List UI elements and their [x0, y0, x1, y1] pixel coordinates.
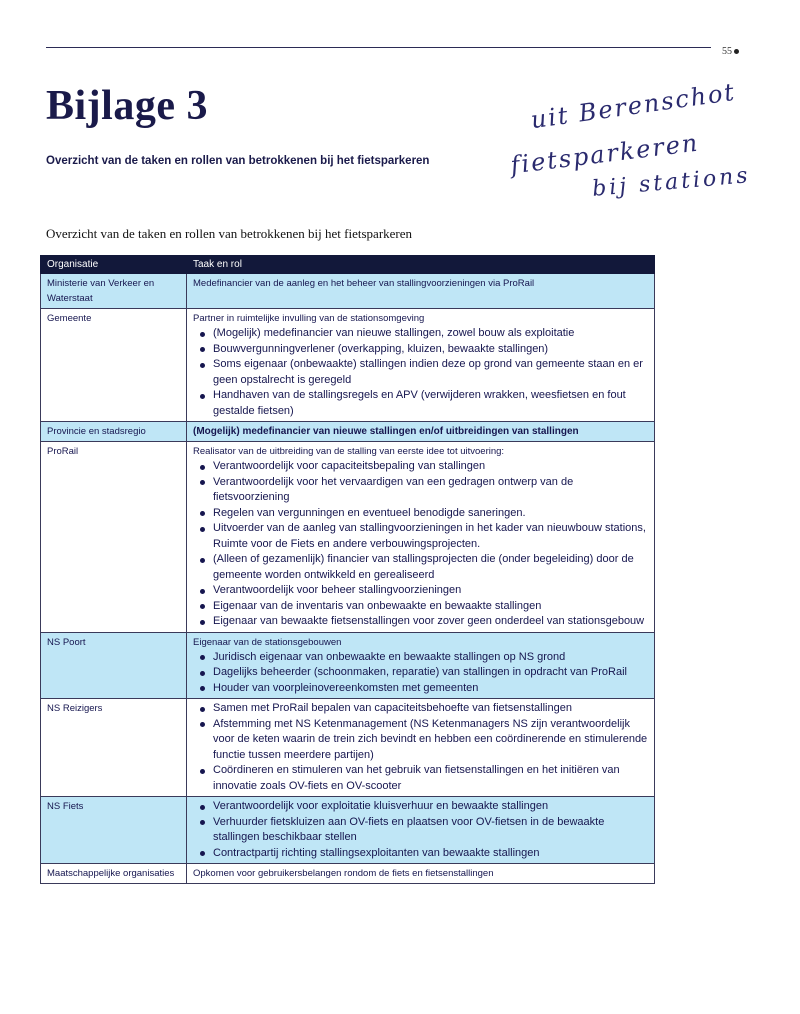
- role-bullet-item: Soms eigenaar (onbewaakte) stallingen indien deze op grond van gemeente staan en er geen opstalrecht is geregeld: [213, 357, 648, 388]
- table-header-row: [41, 256, 655, 274]
- table-row: [41, 309, 655, 422]
- role-bullet-list: [193, 326, 648, 419]
- role-bullet-item: Houder van voorpleinovereenkomsten met gemeenten: [213, 681, 648, 697]
- role-bullet-item: Handhaven van de stallingsregels en APV (verwijderen wrakken, weesfietsen en fout gestalde fietsen): [213, 388, 648, 419]
- header-rule: [46, 47, 711, 48]
- organisation-cell: Gemeente: [41, 309, 187, 422]
- organisation-cell: NS Reizigers: [41, 699, 187, 797]
- table-row: [41, 699, 655, 797]
- role-bullet-item: Verantwoordelijk voor beheer stallingvoorzieningen: [213, 583, 648, 599]
- role-bullet-item: Juridisch eigenaar van onbewaakte en bewaakte stallingen op NS grond: [213, 650, 648, 666]
- role-bullet-item: Coördineren en stimuleren van het gebruik van fietsenstallingen en het initiëren van innovatie zoals OV-fiets en OV-scooter: [213, 763, 648, 794]
- role-intro: Partner in ruimtelijke invulling van de stationsomgeving: [193, 313, 425, 324]
- role-bullet-item: Verhuurder fietskluizen aan OV-fiets en plaatsen voor OV-fietsen in de bewaakte stallingen beschikbaar stellen: [213, 815, 648, 846]
- organisation-cell: Maatschappelijke organisaties: [41, 864, 187, 884]
- organisation-cell: ProRail: [41, 442, 187, 633]
- organisation-cell: Ministerie van Verkeer en Waterstaat: [41, 274, 187, 309]
- role-intro: Eigenaar van de stationsgebouwen: [193, 636, 342, 648]
- role-bullet-item: Samen met ProRail bepalen van capaciteitsbehoefte van fietsenstallingen: [213, 701, 648, 717]
- role-cell: [187, 632, 655, 699]
- role-intro: Opkomen voor gebruikersbelangen rondom de fiets en fietsenstallingen: [193, 868, 494, 879]
- table-row: [41, 422, 655, 442]
- table-row: [41, 797, 655, 864]
- table-caption: Overzicht van de taken en rollen van betrokkenen bij het fietsparkeren: [46, 226, 413, 241]
- role-bullet-item: Verantwoordelijk voor het vervaardigen van een gedragen ontwerp van de fietsvoorziening: [213, 475, 648, 506]
- role-bullet-item: Eigenaar van bewaakte fietsenstallingen voor zover geen onderdeel van stationsgebouw: [213, 614, 648, 630]
- handwritten-line-1: uit Berenschot: [529, 77, 738, 135]
- role-bullet-item: Bouwvergunningverlener (overkapping, kluizen, bewaakte stallingen): [213, 342, 648, 358]
- role-bullet-item: Verantwoordelijk voor exploitatie kluisverhuur en bewaakte stallingen: [213, 799, 648, 815]
- page-number: [722, 46, 739, 57]
- page-subtitle: Overzicht van de taken en rollen van betrokkenen bij het fietsparkeren: [46, 155, 430, 167]
- handwritten-note: [509, 77, 790, 202]
- role-cell: [187, 699, 655, 797]
- column-header-organisatie: Organisatie: [41, 256, 187, 274]
- role-cell: [187, 309, 655, 422]
- role-bullet-list: [193, 701, 648, 794]
- table-row: [41, 442, 655, 633]
- role-bullet-list: [193, 650, 648, 697]
- role-cell: [187, 864, 655, 884]
- page-title: Bijlage 3: [46, 83, 208, 129]
- role-cell: [187, 442, 655, 633]
- table-body: [41, 274, 655, 884]
- handwritten-line-2: fietsparkeren: [509, 128, 701, 180]
- role-intro: (Mogelijk) medefinancier van nieuwe stallingen en/of uitbreidingen van stallingen: [193, 426, 579, 437]
- role-bullet-list: [193, 459, 648, 630]
- organisation-cell: NS Poort: [41, 632, 187, 699]
- role-cell: [187, 422, 655, 442]
- role-bullet-item: Afstemming met NS Ketenmanagement (NS Ketenmanagers NS zijn verantwoordelijk voor de keten waarin de trein zich bevindt en hebben een coördinerende en stimulerende functie tussen meerdere partijen): [213, 717, 648, 764]
- role-cell: [187, 797, 655, 864]
- task-role-table: [40, 255, 655, 884]
- page-number-dot: [734, 49, 739, 54]
- table-row: [41, 632, 655, 699]
- role-cell: [187, 274, 655, 309]
- column-header-taak-en-rol: Taak en rol: [187, 256, 655, 274]
- role-bullet-item: (Alleen of gezamenlijk) financier van stallingsprojecten die (onder begeleiding) door de gemeente worden ontwikkeld en gerealiseerd: [213, 552, 648, 583]
- role-intro: Realisator van de uitbreiding van de stalling van eerste idee tot uitvoering:: [193, 446, 505, 457]
- page-number-text: 55: [722, 46, 732, 57]
- role-bullet-item: (Mogelijk) medefinancier van nieuwe stallingen, zowel bouw als exploitatie: [213, 326, 648, 342]
- role-bullet-item: Contractpartij richting stallingsexploitanten van bewaakte stallingen: [213, 846, 648, 862]
- role-bullet-item: Verantwoordelijk voor capaciteitsbepaling van stallingen: [213, 459, 648, 475]
- table-row: [41, 274, 655, 309]
- table-row: [41, 864, 655, 884]
- role-bullet-item: Dagelijks beheerder (schoonmaken, reparatie) van stallingen in opdracht van ProRail: [213, 665, 648, 681]
- role-bullet-item: Uitvoerder van de aanleg van stallingvoorzieningen in het kader van nieuwbouw stations, Ruimte voor de Fiets en andere verbouwingsprojecten.: [213, 521, 648, 552]
- organisation-cell: NS Fiets: [41, 797, 187, 864]
- role-bullet-list: [193, 799, 648, 861]
- role-bullet-item: Regelen van vergunningen en eventueel benodigde saneringen.: [213, 506, 648, 522]
- role-intro: Medefinancier van de aanleg en het beheer van stallingvoorzieningen via ProRail: [193, 278, 535, 289]
- handwritten-line-3: bij stations: [591, 163, 752, 202]
- role-bullet-item: Eigenaar van de inventaris van onbewaakte en bewaakte stallingen: [213, 599, 648, 615]
- organisation-cell: Provincie en stadsregio: [41, 422, 187, 442]
